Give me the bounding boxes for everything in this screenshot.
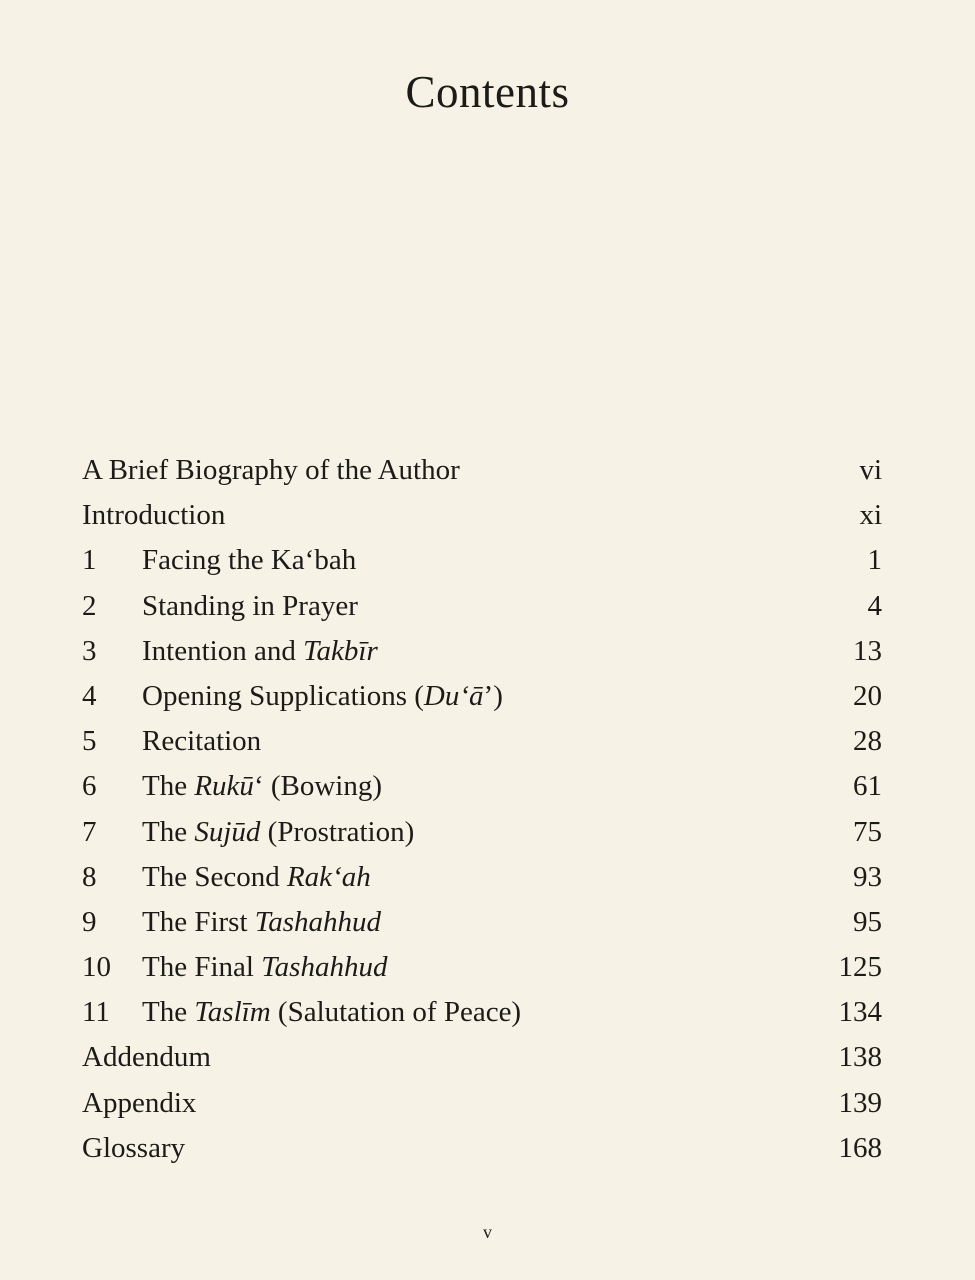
chapter-number: 3: [82, 634, 97, 667]
toc-entry[interactable]: [82, 1126, 882, 1171]
entry-page-number: 1: [867, 544, 882, 577]
toc-entry[interactable]: [82, 855, 882, 900]
page-number: v: [483, 1222, 492, 1242]
entry-title: [142, 719, 261, 764]
entry-title: [142, 674, 503, 719]
entry-title-italic-part: Sujūd: [194, 815, 261, 848]
toc-entry[interactable]: [82, 674, 882, 719]
entry-title-part: The: [142, 996, 195, 1029]
entry-title: [142, 764, 382, 809]
entry-title-italic-part: Du‘ā: [423, 679, 484, 712]
entry-title-part: Appendix: [82, 1086, 197, 1119]
toc-entry[interactable]: [82, 719, 882, 764]
toc-entry[interactable]: [82, 764, 882, 809]
page-title: Contents: [405, 67, 570, 117]
entry-page-number: 28: [853, 725, 882, 758]
entry-page-number: 61: [853, 770, 882, 803]
entry-title-part: A Brief Biography of the Author: [82, 454, 460, 486]
chapter-number: 8: [82, 860, 97, 893]
entry-title-part: The Second: [142, 860, 287, 893]
toc-entry[interactable]: [82, 945, 882, 990]
entry-page-number: 138: [838, 1041, 882, 1074]
entry-page-number: 95: [853, 905, 882, 938]
entry-title-part: Glossary: [82, 1131, 186, 1164]
chapter-number: 7: [82, 815, 97, 848]
toc-entry[interactable]: [82, 629, 882, 674]
chapter-number: 10: [82, 951, 111, 984]
chapter-number: 5: [82, 725, 97, 758]
entry-title-part: (Prostration): [260, 815, 415, 848]
entry-title-part: ‘ (Bowing): [253, 770, 383, 803]
entry-page-number: xi: [859, 499, 882, 532]
entry-title-italic-part: Tashahhud: [261, 951, 388, 984]
entry-title-part: Intention and: [142, 634, 304, 667]
table-of-contents: [82, 448, 882, 1171]
entry-title-part: ’): [483, 679, 503, 712]
entry-page-number: 134: [838, 996, 882, 1029]
entry-title: [142, 538, 356, 583]
toc-entry[interactable]: [82, 1081, 882, 1126]
toc-entry[interactable]: [82, 990, 882, 1035]
entry-title: [142, 945, 387, 990]
entry-page-number: 168: [838, 1131, 882, 1164]
entry-title-italic-part: Rukū: [194, 770, 254, 803]
entry-page-number: 13: [853, 634, 882, 667]
entry-title-part: (Salutation of Peace): [270, 996, 522, 1029]
entry-title-italic-part: Takbīr: [303, 634, 378, 667]
entry-page-number: 4: [867, 589, 882, 622]
entry-title: [142, 900, 381, 945]
entry-title: [82, 493, 225, 538]
chapter-number: 6: [82, 770, 97, 803]
entry-title-part: Addendum: [82, 1041, 211, 1074]
entry-title-part: Facing the Ka‘bah: [142, 544, 357, 577]
entry-title-italic-part: Taslīm: [194, 996, 271, 1029]
entry-title: [142, 629, 378, 674]
toc-entry[interactable]: [82, 448, 882, 493]
entry-title-part: Standing in Prayer: [142, 589, 358, 622]
entry-page-number: 20: [853, 679, 882, 712]
toc-entry[interactable]: [82, 493, 882, 538]
entry-title-part: The Final: [142, 951, 262, 984]
entry-title-italic-part: Tashahhud: [254, 905, 382, 938]
entry-title-part: The: [142, 815, 195, 848]
entry-title: [142, 584, 358, 629]
chapter-number: 1: [82, 544, 97, 577]
toc-entry[interactable]: [82, 1035, 882, 1080]
entry-page-number: 93: [853, 860, 882, 893]
chapter-number: 9: [82, 905, 97, 938]
entry-title-part: The: [142, 770, 195, 803]
entry-page-number: 139: [838, 1086, 882, 1119]
entry-title: [142, 855, 371, 900]
entry-title-part: Introduction: [82, 499, 226, 532]
chapter-number: 4: [82, 679, 97, 712]
entry-title: [142, 990, 521, 1035]
entry-title: [82, 1081, 196, 1126]
entry-title-part: Opening Supplications (: [142, 679, 424, 712]
entry-title: [82, 1126, 185, 1171]
entry-title: [82, 448, 460, 493]
toc-entry[interactable]: [82, 810, 882, 855]
entry-title-italic-part: Rak‘ah: [286, 860, 371, 893]
entry-title-part: The First: [142, 905, 255, 938]
toc-entry[interactable]: [82, 584, 882, 629]
entry-title: [82, 1035, 211, 1080]
toc-entry[interactable]: [82, 900, 882, 945]
entry-page-number: vi: [859, 454, 882, 486]
entry-page-number: 75: [853, 815, 882, 848]
chapter-number: 11: [82, 996, 110, 1029]
entry-page-number: 125: [838, 951, 882, 984]
chapter-number: 2: [82, 589, 97, 622]
entry-title: [142, 810, 414, 855]
entry-title-part: Recitation: [142, 725, 262, 758]
toc-entry[interactable]: [82, 538, 882, 583]
